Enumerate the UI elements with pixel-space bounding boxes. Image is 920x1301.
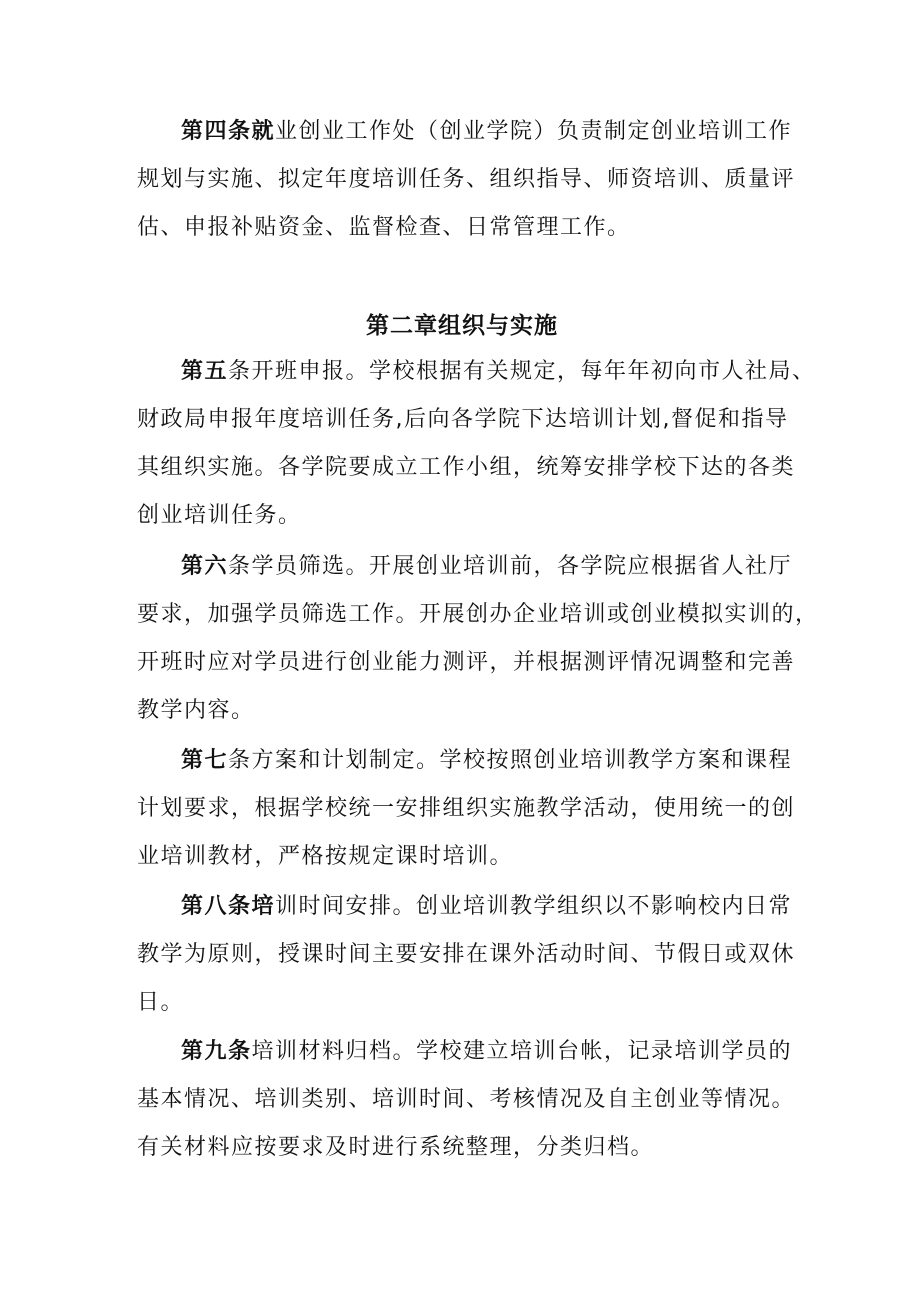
article-5-line-1: 第五条开班申报。学校根据有关规定，每年年初向市人社局、 <box>181 359 816 384</box>
article-9-line-3: 有关材料应按要求及时进行系统整理，分类归档。 <box>137 1135 655 1160</box>
article-6-line-2: 要求，加强学员筛选工作。开展创办企业培训或创业模拟实训的， <box>137 602 819 627</box>
chapter-2-heading: 第二章组织与实施 <box>366 313 558 339</box>
article-4-line-2: 规划与实施、拟定年度培训任务、组织指导、师资培训、质量评 <box>137 167 796 192</box>
article-7-line-2: 计划要求，根据学校统一安排组织实施教学活动，使用统一的创 <box>137 796 796 821</box>
article-8-line-1: 第八条培训时间安排。创业培训教学组织以不影响校内日常 <box>181 894 793 919</box>
article-6-line-4: 教学内容。 <box>137 698 255 723</box>
article-5-label: 第五 <box>181 359 229 384</box>
article-9-line-2: 基本情况、培训类别、培训时间、考核情况及自主创业等情况。 <box>137 1087 796 1112</box>
article-8-label: 第八条培 <box>181 894 276 919</box>
article-8-line-3: 日。 <box>137 990 185 1015</box>
article-5-line-4: 创业培训任务。 <box>137 503 302 528</box>
article-9-paragraph <box>137 1028 796 1172</box>
article-6-paragraph <box>137 543 819 735</box>
article-6-line-3: 开班时应对学员进行创业能力测评，并根据测评情况调整和完善 <box>137 650 796 675</box>
article-9-label: 第九条 <box>181 1039 252 1064</box>
article-4-paragraph <box>137 108 796 252</box>
article-5-line-2: 财政局申报年度培训任务,后向各学院下达培训计划,督促和指导 <box>137 407 789 432</box>
article-9-line-1: 第九条培训材料归档。学校建立培训台帐，记录培训学员的 <box>181 1039 793 1064</box>
article-5-line-3: 其组织实施。各学院要成立工作小组，统筹安排学校下达的各类 <box>137 455 796 480</box>
article-4-label: 第四条就 <box>181 119 276 144</box>
article-4-line-1: 第四条就业创业工作处（创业学院）负责制定创业培训工作 <box>181 119 793 144</box>
article-7-line-3: 业培训教材，严格按规定课时培训。 <box>137 844 514 869</box>
article-8-line-2: 教学为原则，授课时间主要安排在课外活动时间、节假日或双休 <box>137 942 796 967</box>
article-8-paragraph <box>137 883 796 1027</box>
article-4-line-3: 估、申报补贴资金、监督检查、日常管理工作。 <box>137 215 631 240</box>
article-6-label: 第六 <box>181 554 229 579</box>
article-6-line-1: 第六条学员筛选。开展创业培训前，各学院应根据省人社厅 <box>181 554 793 579</box>
article-7-line-1: 第七条方案和计划制定。学校按照创业培训教学方案和课程 <box>181 748 793 773</box>
article-7-label: 第七 <box>181 748 229 773</box>
article-5-paragraph <box>137 348 816 540</box>
article-7-paragraph <box>137 737 796 881</box>
